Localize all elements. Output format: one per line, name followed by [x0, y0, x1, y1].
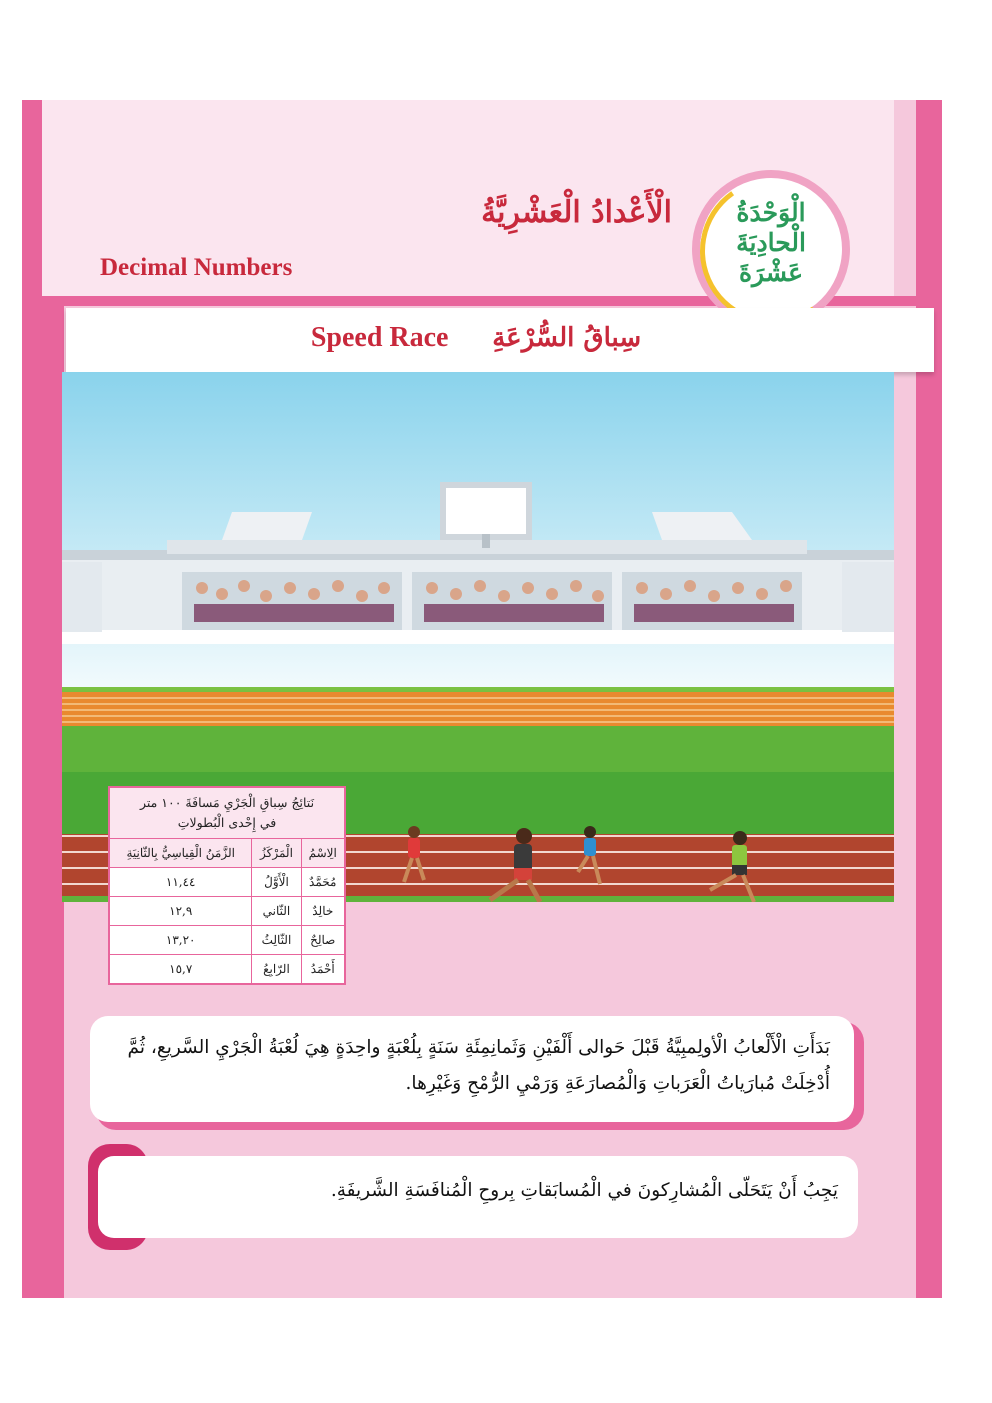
right-pink-band — [916, 100, 942, 1298]
track-top — [62, 692, 894, 726]
cell-rank: الثّاني — [252, 897, 301, 926]
table-header-time: الزَّمَنُ الْقِياسِيُّ بِالثّانِيَةِ — [109, 839, 252, 868]
stadium-illustration — [62, 372, 894, 772]
table-row — [109, 955, 345, 985]
table-caption-line2: في إِحْدى الْبُطولاتِ — [177, 815, 277, 830]
lesson-title-arabic: سِباقُ السُّرْعَةِ — [492, 323, 642, 353]
stadium-scene-svg — [62, 372, 894, 772]
table-row — [109, 897, 345, 926]
cell-time: ١١,٤٤ — [109, 868, 252, 897]
cell-name: مُحَمَّدٌ — [301, 868, 345, 897]
cell-name: صالِحٌ — [301, 926, 345, 955]
table-header-name: الِاسْمُ — [301, 839, 345, 868]
cell-rank: الثّالِثُ — [252, 926, 301, 955]
paragraph2-text: يَجِبُ أَنْ يَتَحَلّى الْمُشارِكونَ في الْمُسابَقاتِ بِروحِ الْمُنافَسَةِ الشَّريفَةِ. — [330, 1180, 838, 1201]
paragraph1-text: بَدَأَتِ الْأَلْعابُ الْأولِمبِيَّةُ قَبْلَ حَوالى أَلْفَيْنِ وَثَمانِمِئَةِ سَنَةٍ بِلُعْبَةٍ واحِدَةٍ هِيَ لُعْبَةُ الْجَرْيِ السَّريعِ، ثُمَّ أُدْخِلَتْ مُبارَياتُ الْعَرَباتِ وَالْمُصارَعَةِ وَرَمْيِ الرُّمْحِ وَغَيْرِها. — [127, 1037, 830, 1094]
unit-badge-line2: الْحادِيَةَ — [736, 228, 806, 257]
unit-badge-line3: عَشْرَةَ — [738, 258, 804, 287]
unit-badge-text — [692, 198, 850, 288]
lesson-title-bar — [66, 308, 934, 372]
table-caption-line1: نَتائِجُ سِباقِ الْجَرْيِ مَسافَةَ ١٠٠ متر — [139, 795, 315, 810]
unit-badge-line1: الْوَحْدَةُ — [736, 198, 806, 227]
race-results-table — [108, 786, 346, 985]
lesson-title-english: Speed Race — [310, 322, 449, 353]
table-row — [109, 868, 345, 897]
cell-name: خالِدٌ — [301, 897, 345, 926]
cell-time: ١٥,٧ — [109, 955, 252, 985]
table-caption — [109, 787, 345, 839]
paragraph2-card — [98, 1156, 858, 1238]
unit-badge — [692, 170, 850, 328]
cell-name: أَحْمَدُ — [301, 955, 345, 985]
unit-title-arabic: الْأَعْدادُ الْعَشْرِيَّةُ — [481, 195, 672, 230]
cell-rank: الْأَوَّلُ — [252, 868, 301, 897]
unit-title-english: Decimal Numbers — [100, 254, 293, 281]
lesson-title — [66, 320, 886, 354]
table-header-rank: الْمَرْكَزُ — [252, 839, 301, 868]
paragraph1-card — [90, 1016, 854, 1122]
cell-time: ١٣,٢٠ — [109, 926, 252, 955]
cell-time: ١٢,٩ — [109, 897, 252, 926]
table-row — [109, 926, 345, 955]
cell-rank: الرّابِعُ — [252, 955, 301, 985]
